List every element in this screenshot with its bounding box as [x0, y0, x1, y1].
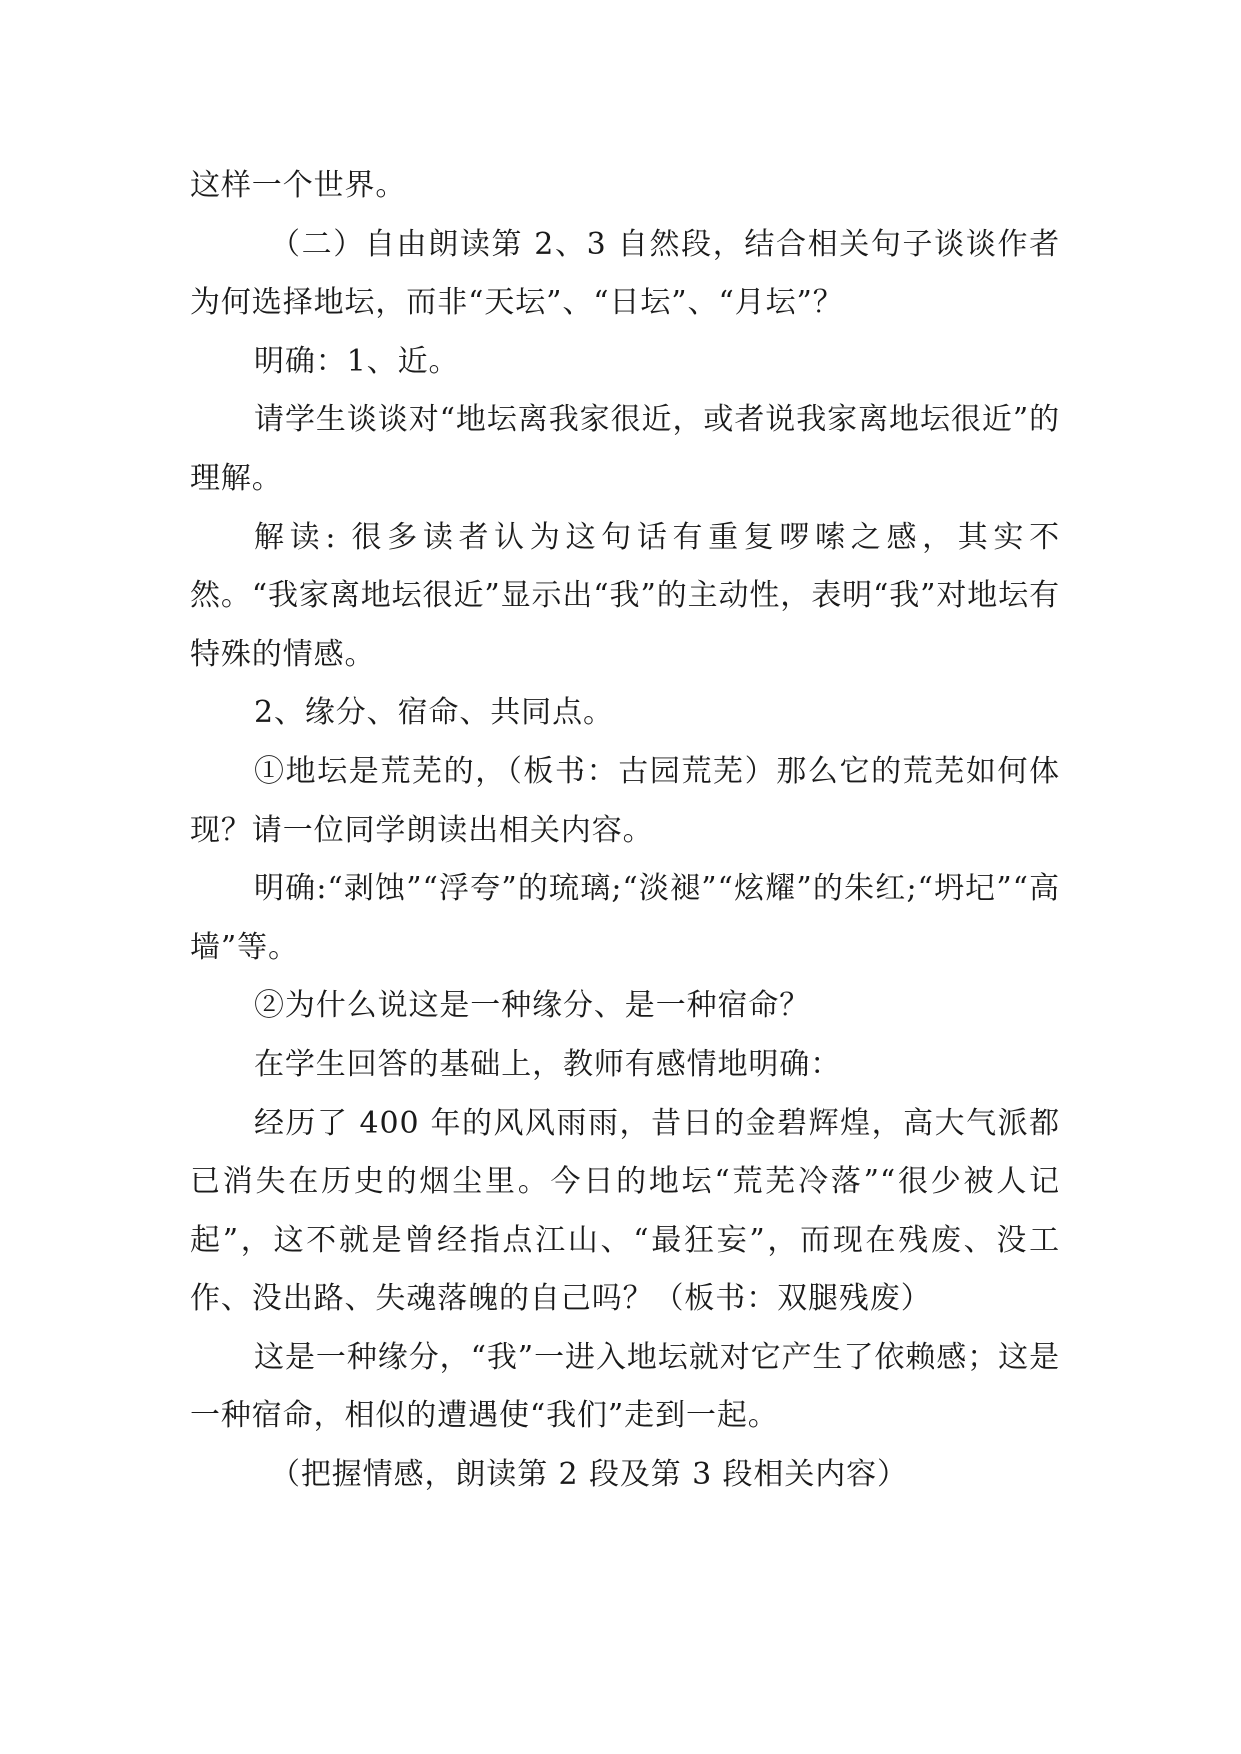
paragraph-history: 经历了 400 年的风风雨雨，昔日的金碧辉煌，高大气派都已消失在历史的烟尘里。今日的地坛“荒芜冷落”“很少被人记起”，这不就是曾经指点江山、“最狂妄”，而现在残废、没工作、没出路、失魂落魄的自己吗？（板书：双腿残废） [190, 1105, 1060, 1317]
paragraph-interpretation: 解读: 很多读者认为这句话有重复啰嗦之感，其实不然。“我家离地坛很近”显示出“我”的主动性，表明“我”对地坛有特殊的情感。 [190, 519, 1060, 672]
paragraph-fate: 这是一种缘分，“我”一进入地坛就对它产生了依赖感；这是一种宿命，相似的遭遇使“我们”走到一起。 [190, 1339, 1060, 1434]
paragraph-question-two: ②为什么说这是一种缘分、是一种宿命？ [254, 988, 811, 1024]
paragraph-point-two: 2、缘分、宿命、共同点。 [254, 695, 614, 731]
paragraph-continuation: 这样一个世界。 [190, 168, 407, 203]
paragraph-discussion-prompt: 请学生谈谈对“地坛离我家很近，或者说我家离地坛很近”的理解。 [190, 402, 1060, 496]
paragraph-answer-details: 明确:“剥蚀”“浮夸”的琉璃;“淡褪”“炫耀”的朱红;“坍圮”“高墙”等。 [190, 871, 1060, 965]
paragraph-answer-near: 明确：1、近。 [254, 343, 460, 379]
paragraph-teacher-note: 在学生回答的基础上，教师有感情地明确： [254, 1046, 842, 1082]
paragraph-reading-instruction: （把握情感，朗读第 2 段及第 3 段相关内容） [270, 1457, 908, 1493]
paragraph-question-one: ①地坛是荒芜的，（板书：古园荒芜）那么它的荒芜如何体现？请一位同学朗读出相关内容。 [190, 753, 1060, 848]
document-page [190, 157, 1060, 1505]
paragraph-section-heading: （二）自由朗读第 2、3 自然段，结合相关句子谈谈作者为何选择地坛，而非“天坛”、“日坛”、“月坛”？ [190, 226, 1060, 321]
